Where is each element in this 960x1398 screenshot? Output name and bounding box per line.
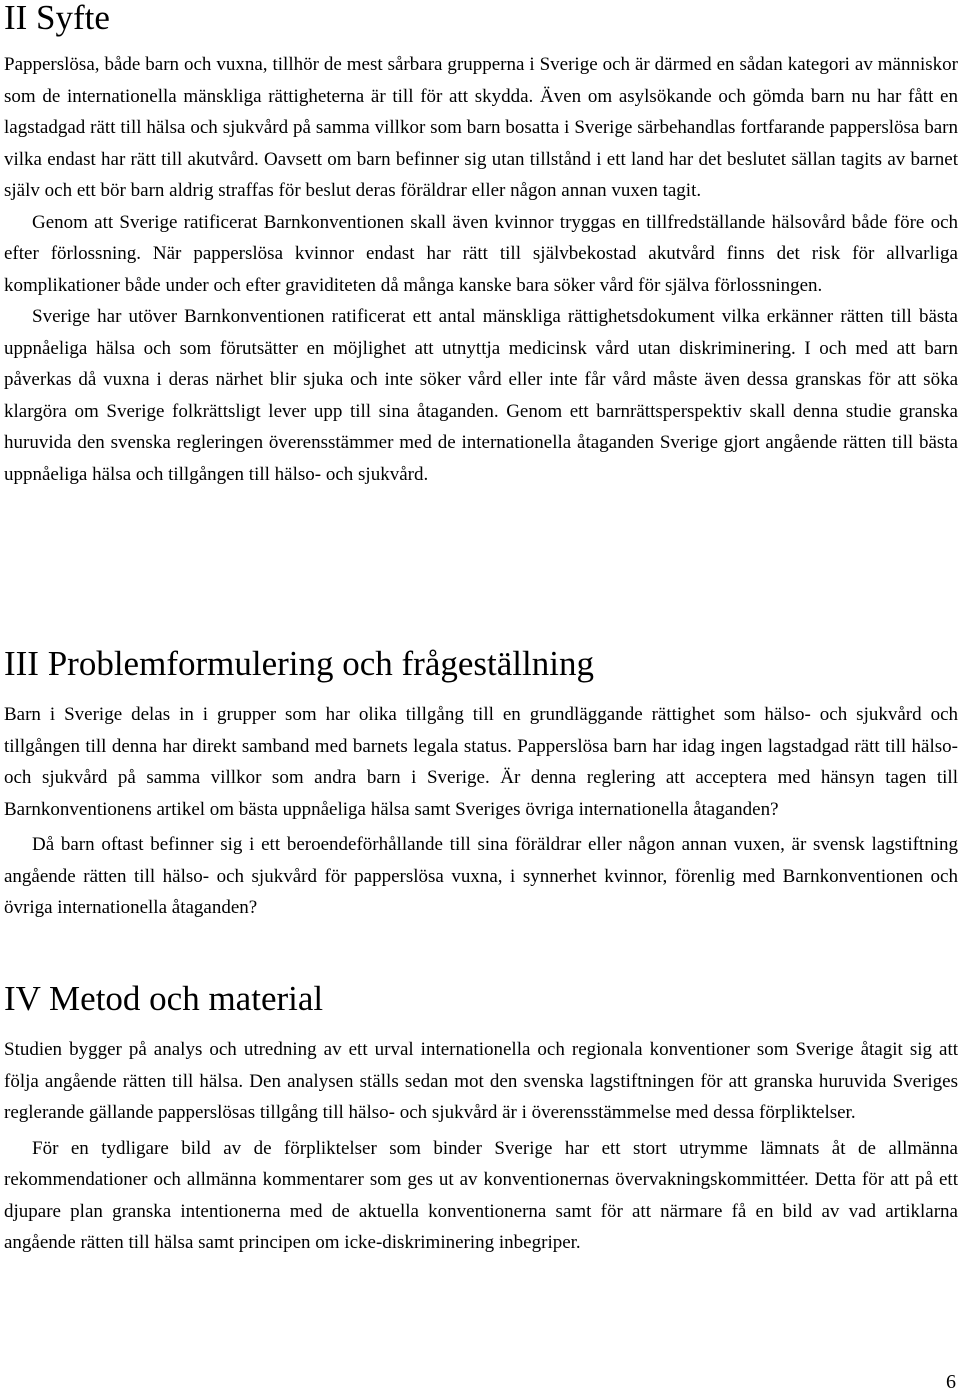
section-heading-syfte: II Syfte — [4, 0, 110, 37]
paragraph: Barn i Sverige delas in i grupper som har olika tillgång till en grundläggande rättighet som hälso- och sjukvård och tillgången till denna har direkt samband med barnets legala status. Papperslösa barn har idag ingen lagstadgad rätt till hälso- och sjukvård på samma villkor som andra barn i Sverige. Är denna reglering att acceptera med hänsyn tagen till Barnkonventionens artikel om bästa uppnåeliga hälsa samt Sveriges övriga internationella åtaganden? — [4, 704, 958, 820]
paragraph: För en tydligare bild av de förpliktelser som binder Sverige har ett stort utrymme lämnats åt de allmänna rekommendationer och allmänna kommentarer som ges ut av konventionernas övervakningskommittéer. Detta för att på ett djupare plan granska intentionerna med de aktuella konventionerna samt för att närmare få en bild av vad artiklarna angående rätten till hälsa samt principen om icke-diskriminering inbegriper. — [4, 1137, 958, 1253]
paragraph: Studien bygger på analys och utredning av ett urval internationella och regionala konventioner som Sverige åtagit sig att följa angående rätten till hälsa. Den analysen ställs sedan mot den svenska lagstiftningen för att granska huruvida Sveriges reglerande gällande papperslösas tillgång till hälso- och sjukvård är i överensstämmelse med dessa förpliktelser. — [4, 1039, 958, 1123]
section-problemformulering — [4, 646, 958, 924]
section-metod — [4, 981, 958, 1259]
paragraph: Då barn oftast befinner sig i ett beroendeförhållande till sina föräldrar eller någon annan vuxen, är svensk lagstiftning angående rätten till hälso- och sjukvård för papperslösa vuxna, i synnerhet kvinnor, förenlig med Barnkonventionen och övriga internationella åtaganden? — [4, 834, 958, 918]
paragraph: Papperslösa, både barn och vuxna, tillhör de mest sårbara grupperna i Sverige och är därmed en sådan kategori av människor som de internationella mänskliga rättigheterna är till för att skydda. Även om asylsökande och gömda barn nu har fått en lagstadgad rätt till hälsa och sjukvård på samma villkor som barn bosatta i Sverige särbehandlas fortfarande papperslösa barn vilka endast har rätt till akutvård. Oavsett om barn befinner sig utan tillstånd i ett land har det beslutet sällan tagits av barnet själv och ett bör barn aldrig straffas för beslut deras föräldrar eller någon annan vuxen tagit. — [4, 54, 958, 201]
page-number: 6 — [946, 1371, 956, 1393]
section-heading-metod: IV Metod och material — [4, 979, 324, 1018]
paragraph: Genom att Sverige ratificerat Barnkonventionen skall även kvinnor tryggas en tillfredställande hälsovård både före och efter förlossning. När papperslösa kvinnor endast har rätt till självbekostad akutvård finns det risk för allvarliga komplikationer både under och efter graviditeten då många kanske bara söker vård för själva förlossningen. — [4, 211, 958, 296]
section-heading-problemformulering: III Problemformulering och frågeställning — [4, 644, 594, 683]
paragraph: Sverige har utöver Barnkonventionen ratificerat ett antal mänskliga rättighetsdokument vilka erkänner rätten till bästa uppnåeliga hälsa och som förutsätter en möjlighet att utnyttja medicinsk vård utan diskriminering. I och med att barn påverkas då vuxna i deras närhet blir sjuka och inte söker vård eller inte får vård måste även dessa granskas för att söka klargöra om Sverige folkrättsligt lever upp till sina åtaganden. Genom ett barnrättsperspektiv skall denna studie granska huruvida den svenska regleringen överensstämmer med de internationella åtaganden Sverige gjort angående rätten till bästa uppnåeliga hälsa och tillgången till hälso- och sjukvård. — [4, 306, 958, 485]
section-syfte — [4, 0, 958, 490]
